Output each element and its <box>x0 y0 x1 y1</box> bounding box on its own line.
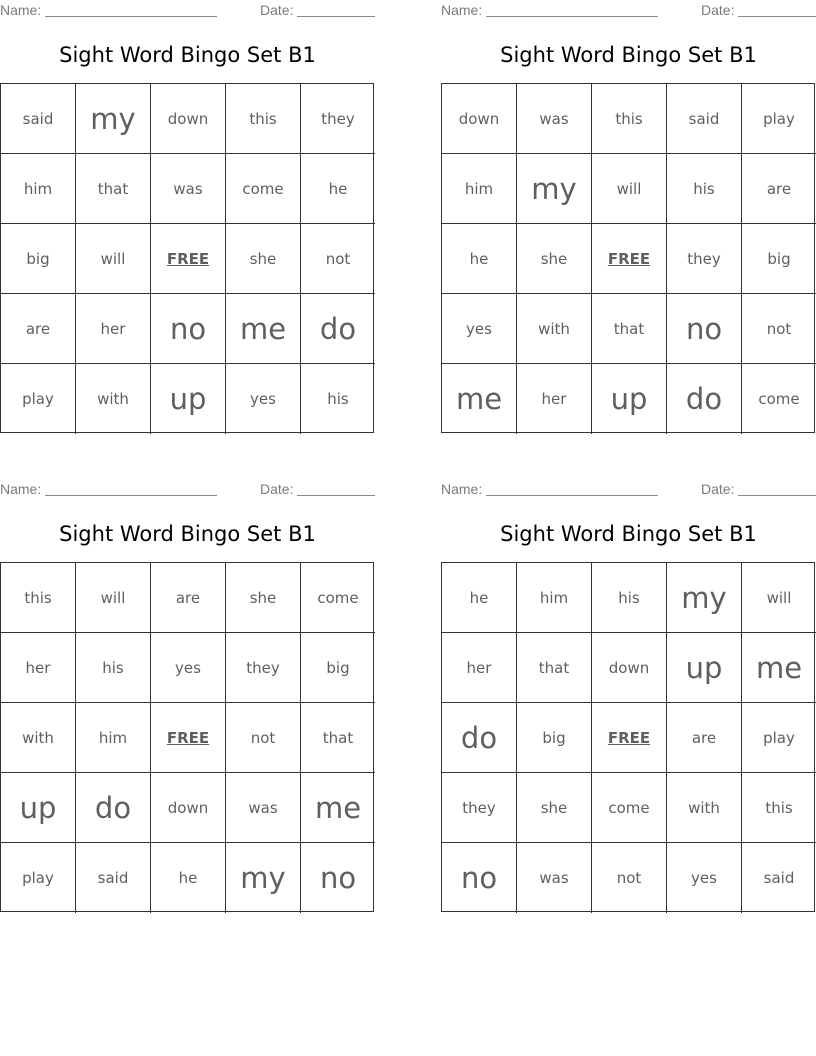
bingo-cell[interactable]: are <box>151 563 226 633</box>
bingo-cell[interactable]: up <box>592 364 667 434</box>
bingo-cell[interactable]: yes <box>667 843 742 913</box>
bingo-cell[interactable]: his <box>667 154 742 224</box>
bingo-cell[interactable]: yes <box>226 364 301 434</box>
bingo-cell[interactable]: that <box>592 294 667 364</box>
bingo-cell[interactable]: play <box>1 843 76 913</box>
bingo-cell[interactable]: was <box>517 84 592 154</box>
bingo-cell[interactable]: are <box>1 294 76 364</box>
name-date-header <box>0 2 375 20</box>
bingo-cell[interactable]: play <box>1 364 76 434</box>
bingo-cell[interactable]: his <box>592 563 667 633</box>
bingo-cell[interactable]: down <box>151 84 226 154</box>
bingo-cell[interactable]: with <box>667 773 742 843</box>
bingo-cell[interactable]: he <box>442 563 517 633</box>
bingo-card <box>441 479 816 919</box>
bingo-cell[interactable]: no <box>151 294 226 364</box>
bingo-cell[interactable]: this <box>742 773 816 843</box>
bingo-cell[interactable]: said <box>667 84 742 154</box>
bingo-cell[interactable]: she <box>517 773 592 843</box>
free-space-cell[interactable]: FREE <box>151 703 226 773</box>
card-title: Sight Word Bingo Set B1 <box>500 522 757 546</box>
bingo-cell[interactable]: they <box>442 773 517 843</box>
name-blank-line <box>486 495 658 496</box>
bingo-cell[interactable]: her <box>442 633 517 703</box>
bingo-cell[interactable]: that <box>301 703 375 773</box>
bingo-cell[interactable]: said <box>1 84 76 154</box>
bingo-cell[interactable]: big <box>301 633 375 703</box>
bingo-cell[interactable]: no <box>319 861 357 895</box>
name-date-header <box>0 481 375 499</box>
card-title: Sight Word Bingo Set B1 <box>59 43 316 67</box>
bingo-cell[interactable]: with <box>517 294 592 364</box>
bingo-cell[interactable]: come <box>226 154 301 224</box>
bingo-cell[interactable]: was <box>517 843 592 913</box>
bingo-cell[interactable]: will <box>592 154 667 224</box>
bingo-cell[interactable]: do <box>442 703 517 773</box>
bingo-cell[interactable]: will <box>76 563 151 633</box>
bingo-cell[interactable]: him <box>517 563 592 633</box>
bingo-cell[interactable]: up <box>151 364 226 434</box>
bingo-cell[interactable]: was <box>226 773 301 843</box>
bingo-cell[interactable]: they <box>301 84 375 154</box>
bingo-cell[interactable]: she <box>226 563 301 633</box>
bingo-cell[interactable]: that <box>76 154 151 224</box>
bingo-cell[interactable]: my <box>226 843 301 913</box>
name-date-header <box>441 481 816 499</box>
bingo-cell[interactable]: he <box>151 843 226 913</box>
free-space-cell[interactable]: FREE <box>592 703 667 773</box>
bingo-cell[interactable]: was <box>151 154 226 224</box>
bingo-cell[interactable]: will <box>742 563 816 633</box>
date-label: Date: <box>701 481 735 497</box>
bingo-cell[interactable]: no <box>667 294 742 364</box>
bingo-cell[interactable]: not <box>592 843 667 913</box>
bingo-cell[interactable]: will <box>76 224 151 294</box>
date-label: Date: <box>701 2 735 18</box>
bingo-grid <box>441 562 815 912</box>
date-blank-line <box>297 495 375 496</box>
free-space-cell[interactable]: FREE <box>151 224 226 294</box>
bingo-cell[interactable]: come <box>301 563 375 633</box>
date-label: Date: <box>260 481 294 497</box>
date-blank-line <box>738 16 816 17</box>
bingo-cell[interactable]: big <box>1 224 76 294</box>
bingo-cell[interactable]: are <box>742 154 816 224</box>
bingo-cell[interactable]: they <box>226 633 301 703</box>
bingo-card <box>441 0 816 440</box>
bingo-card <box>0 0 375 440</box>
bingo-cell[interactable]: yes <box>442 294 517 364</box>
bingo-card <box>0 479 375 919</box>
bingo-cell[interactable]: play <box>742 703 816 773</box>
bingo-cell[interactable]: with <box>76 364 151 434</box>
bingo-cell[interactable]: not <box>301 224 375 294</box>
bingo-cell[interactable]: her <box>1 633 76 703</box>
bingo-grid <box>0 562 374 912</box>
date-blank-line <box>297 16 375 17</box>
bingo-cell[interactable]: yes <box>151 633 226 703</box>
bingo-cell[interactable]: not <box>742 294 816 364</box>
bingo-cell[interactable]: big <box>517 703 592 773</box>
name-date-header <box>441 2 816 20</box>
bingo-cell[interactable]: him <box>76 703 151 773</box>
bingo-cell[interactable]: this <box>592 84 667 154</box>
bingo-cell[interactable]: are <box>667 703 742 773</box>
bingo-grid <box>0 83 374 433</box>
bingo-cell[interactable]: big <box>742 224 816 294</box>
name-label: Name: <box>0 2 42 18</box>
bingo-cell[interactable]: him <box>442 154 517 224</box>
bingo-cell[interactable]: that <box>517 633 592 703</box>
free-space-cell[interactable]: FREE <box>592 224 667 294</box>
date-blank-line <box>738 495 816 496</box>
bingo-cell[interactable]: my <box>517 154 592 224</box>
bingo-cell[interactable]: my <box>76 84 151 154</box>
bingo-cell[interactable]: down <box>442 84 517 154</box>
card-title: Sight Word Bingo Set B1 <box>59 522 316 546</box>
bingo-cell[interactable]: do <box>76 773 151 843</box>
name-label: Name: <box>441 481 483 497</box>
bingo-cell[interactable]: his <box>76 633 151 703</box>
bingo-cell[interactable]: no <box>442 843 517 913</box>
bingo-cell[interactable]: up <box>1 773 76 843</box>
bingo-cell[interactable]: this <box>1 563 76 633</box>
bingo-cell[interactable]: not <box>226 703 301 773</box>
name-blank-line <box>486 16 658 17</box>
name-label: Name: <box>0 481 42 497</box>
bingo-cell[interactable]: with <box>1 703 76 773</box>
bingo-cell[interactable]: do <box>301 294 375 364</box>
bingo-cell[interactable]: do <box>667 364 742 434</box>
name-blank-line <box>45 16 217 17</box>
bingo-cell[interactable]: him <box>1 154 76 224</box>
bingo-cell[interactable]: down <box>592 633 667 703</box>
name-label: Name: <box>441 2 483 18</box>
name-blank-line <box>45 495 217 496</box>
bingo-cell[interactable]: down <box>151 773 226 843</box>
bingo-cell[interactable]: this <box>226 84 301 154</box>
bingo-cell[interactable]: said <box>76 843 151 913</box>
bingo-cell[interactable]: they <box>667 224 742 294</box>
bingo-cell[interactable]: his <box>327 390 349 408</box>
bingo-grid <box>441 83 815 433</box>
bingo-cell[interactable]: me <box>301 773 375 843</box>
bingo-cell[interactable]: me <box>742 633 816 703</box>
bingo-cell[interactable]: my <box>667 563 742 633</box>
bingo-cell[interactable]: me <box>226 294 301 364</box>
bingo-cell[interactable]: come <box>758 390 800 408</box>
bingo-cell[interactable]: her <box>76 294 151 364</box>
bingo-cell[interactable]: she <box>226 224 301 294</box>
bingo-cell[interactable]: she <box>517 224 592 294</box>
bingo-cell[interactable]: he <box>301 154 375 224</box>
bingo-cell[interactable]: up <box>667 633 742 703</box>
bingo-cell[interactable]: her <box>517 364 592 434</box>
card-title: Sight Word Bingo Set B1 <box>500 43 757 67</box>
bingo-cell[interactable]: me <box>442 364 517 434</box>
bingo-cell[interactable]: he <box>442 224 517 294</box>
bingo-cell[interactable]: come <box>592 773 667 843</box>
bingo-cell[interactable]: said <box>763 869 795 887</box>
bingo-cell[interactable]: play <box>742 84 816 154</box>
date-label: Date: <box>260 2 294 18</box>
